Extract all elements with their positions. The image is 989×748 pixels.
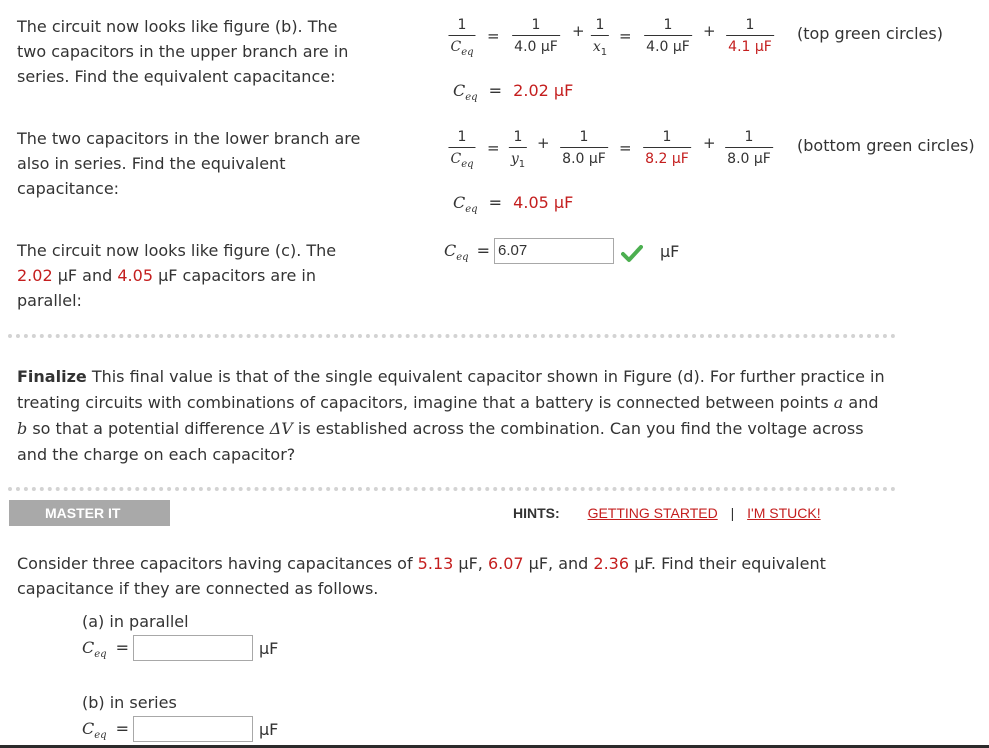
part-b-unit: μF — [259, 720, 279, 739]
step-c-line2: 2.02 μF and 4.05 μF capacitors are in — [17, 266, 316, 285]
fraction-term3: $\frac{1}{8.2 \mu F}$ — [645, 129, 689, 167]
cap-b-value: 4.05 — [117, 266, 153, 285]
equals-sign: = — [619, 27, 632, 45]
hints-label: HINTS: — [513, 505, 560, 521]
plus-sign: + — [572, 22, 585, 40]
step-b-line3: series. Find the equivalent capacitance: — [17, 67, 336, 86]
fraction-1-over-ceq: 1 $C_{eq}$ — [450, 17, 474, 58]
cap1-value: 5.13 — [417, 554, 454, 573]
plus-sign: + — [703, 134, 716, 152]
part-a-answer-input[interactable] — [133, 635, 253, 661]
part-b-answer-input[interactable] — [133, 716, 253, 742]
equals-sign: = — [487, 139, 500, 157]
equals-sign: = — [487, 27, 500, 45]
step-lower-text — [17, 126, 360, 201]
part-b-ceq-label: $C_{eq}$ = — [82, 719, 130, 741]
upper-result-value: 2.02 μF — [513, 81, 574, 100]
section-divider — [8, 487, 896, 491]
equals-sign: = — [619, 139, 632, 157]
step-lower-line1: The two capacitors in the lower branch are — [17, 129, 361, 148]
getting-started-link[interactable]: GETTING STARTED — [587, 505, 718, 521]
step-lower-line3: capacitance: — [17, 179, 120, 198]
finalize-paragraph: Finalize This final value is that of the single equivalent capacitor shown in Figure (d). For further practice in treating circuits with combinations of capacitors, imagine that a battery is connected between points a and b so that a potential difference ΔV is established across the combination. Can you find the voltage across and the charge on each capacitor? — [17, 367, 885, 464]
parallel-unit: μF — [660, 242, 680, 261]
cap3-value: 2.36 — [593, 554, 630, 573]
hint-separator: | — [730, 505, 735, 521]
parallel-ceq-label: $C_{eq}$ = — [444, 241, 491, 263]
step-c-text — [17, 238, 336, 313]
fraction-term3: $\frac{1}{4.0 \mu F}$ — [646, 17, 690, 55]
step-c-line1: The circuit now looks like figure (c). The — [17, 241, 337, 260]
cap-a-value: 2.02 — [17, 266, 53, 285]
part-a-ceq-label: $C_{eq}$ = — [82, 638, 130, 660]
step-c-line3: parallel: — [17, 291, 82, 310]
fraction-term2: $\frac{1}{x_1}$ — [592, 17, 608, 58]
step-b-line2: two capacitors in the upper branch are in — [17, 42, 349, 61]
im-stuck-link[interactable]: I'M STUCK! — [747, 505, 821, 521]
section-divider — [8, 334, 896, 338]
fraction-term2: $\frac{1}{8.0 \mu F}$ — [562, 129, 606, 167]
part-b-label: (b) in series — [82, 693, 177, 712]
plus-sign: + — [703, 22, 716, 40]
fraction-term4: $\frac{1}{8.0 \mu F}$ — [727, 129, 771, 167]
fraction-term1: $\frac{1}{4.0 \mu F}$ — [514, 17, 558, 55]
part-a-label: (a) in parallel — [82, 612, 189, 631]
fraction-1-over-ceq: 1 $C_{eq}$ — [450, 129, 474, 170]
lower-result-value: 4.05 μF — [513, 193, 574, 212]
fraction-term1: $\frac{1}{y_1}$ — [510, 129, 526, 170]
hints-bar — [513, 500, 821, 526]
top-green-circles-note: (top green circles) — [797, 24, 943, 43]
step-b-line1: The circuit now looks like figure (b). The — [17, 17, 338, 36]
cap2-value: 6.07 — [487, 554, 524, 573]
fraction-term4: $\frac{1}{4.1 \mu F}$ — [728, 17, 772, 55]
step-lower-line2: also in series. Find the equivalent — [17, 154, 286, 173]
upper-branch-result: $C_{eq} = 2.02$ μF — [453, 81, 574, 103]
plus-sign: + — [537, 134, 550, 152]
parallel-answer-input[interactable]: 6.07 — [494, 238, 614, 264]
master-it-question: Consider three capacitors having capacitances of 5.13 μF, 6.07 μF, and 2.36 μF. Find their equivalent capacitance if they are connected as follows. — [17, 554, 826, 598]
lower-branch-result: $C_{eq} = 4.05$ μF — [453, 193, 574, 215]
bottom-green-circles-note: (bottom green circles) — [797, 136, 975, 155]
finalize-label: Finalize — [17, 367, 87, 386]
master-it-header: MASTER IT — [9, 500, 170, 526]
step-b-text — [17, 14, 348, 89]
checkmark-icon — [621, 245, 643, 263]
part-a-unit: μF — [259, 639, 279, 658]
